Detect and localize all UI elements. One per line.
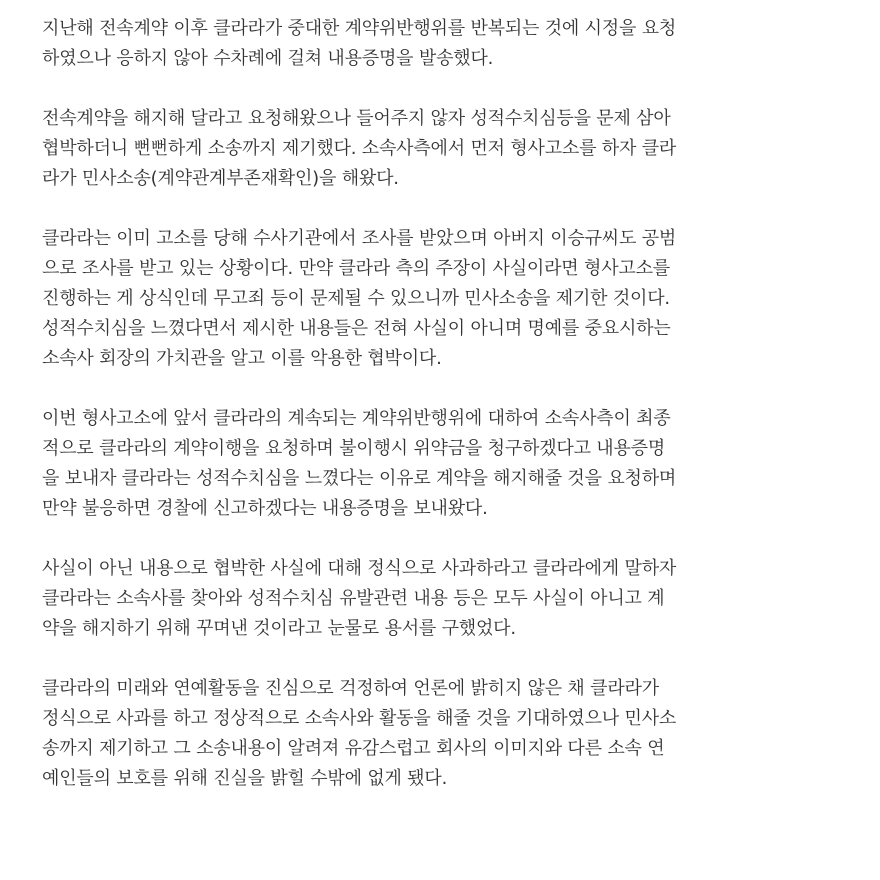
text-line: 전속계약을 해지해 달라고 요청해왔으나 들어주지 않자 성적수치심등을 문제 삼아 <box>42 108 671 129</box>
paragraph-1 <box>42 14 842 74</box>
text-line: 라가 민사소송(계약관계부존재확인)을 해왔다. <box>42 168 399 189</box>
text-line: 예인들의 보호를 위해 진실을 밝힐 수밖에 없게 됐다. <box>42 768 448 789</box>
text-line: 클라라는 이미 고소를 당해 수사기관에서 조사를 받았으며 아버지 이승규씨도 공범 <box>42 228 677 249</box>
paragraph-3 <box>42 224 842 374</box>
text-line: 클라라의 미래와 연예활동을 진심으로 걱정하여 언론에 밝히지 않은 채 클라라가 <box>42 678 659 699</box>
text-line: 적으로 클라라의 계약이행을 요청하며 불이행시 위약금을 청구하겠다고 내용증명 <box>42 438 666 459</box>
text-line: 협박하더니 뻔뻔하게 소송까지 제기했다. 소속사측에서 먼저 형사고소를 하자 클라 <box>42 138 677 159</box>
text-line: 약을 해지하기 위해 꾸며낸 것이라고 눈물로 용서를 구했었다. <box>42 618 516 639</box>
text-line: 을 보내자 클라라는 성적수치심을 느꼈다는 이유로 계약을 해지해줄 것을 요청하며 <box>42 468 677 489</box>
paragraph-5 <box>42 554 842 644</box>
text-line: 성적수치심을 느꼈다면서 제시한 내용들은 전혀 사실이 아니며 명예를 중요시하는 <box>42 318 671 339</box>
text-line: 클라라는 소속사를 찾아와 성적수치심 유발관련 내용 등은 모두 사실이 아니고 계 <box>42 588 665 609</box>
text-line: 이번 형사고소에 앞서 클라라의 계속되는 계약위반행위에 대하여 소속사측이 최종 <box>42 408 671 429</box>
text-line: 하였으나 응하지 않아 수차례에 걸쳐 내용증명을 발송했다. <box>42 48 494 69</box>
text-line: 사실이 아닌 내용으로 협박한 사실에 대해 정식으로 사과하라고 클라라에게 말하자 <box>42 558 677 579</box>
article-body <box>42 14 842 794</box>
text-line: 으로 조사를 받고 있는 상황이다. 만약 클라라 측의 주장이 사실이라면 형사고소를 <box>42 258 670 279</box>
text-line: 만약 불응하면 경찰에 신고하겠다는 내용증명을 보내왔다. <box>42 498 488 519</box>
paragraph-4 <box>42 404 842 524</box>
text-line: 송까지 제기하고 그 소송내용이 알려져 유감스럽고 회사의 이미지와 다른 소속 연 <box>42 738 665 759</box>
text-line: 진행하는 게 상식인데 무고죄 등이 문제될 수 있으니까 민사소송을 제기한 것이다. <box>42 288 670 309</box>
text-line: 지난해 전속계약 이후 클라라가 중대한 계약위반행위를 반복되는 것에 시정을 요청 <box>42 18 677 39</box>
text-line: 소속사 회장의 가치관을 알고 이를 악용한 협박이다. <box>42 348 442 369</box>
text-line: 정식으로 사과를 하고 정상적으로 소속사와 활동을 해줄 것을 기대하였으나 민사소 <box>42 708 677 729</box>
paragraph-6 <box>42 674 842 794</box>
paragraph-2 <box>42 104 842 194</box>
